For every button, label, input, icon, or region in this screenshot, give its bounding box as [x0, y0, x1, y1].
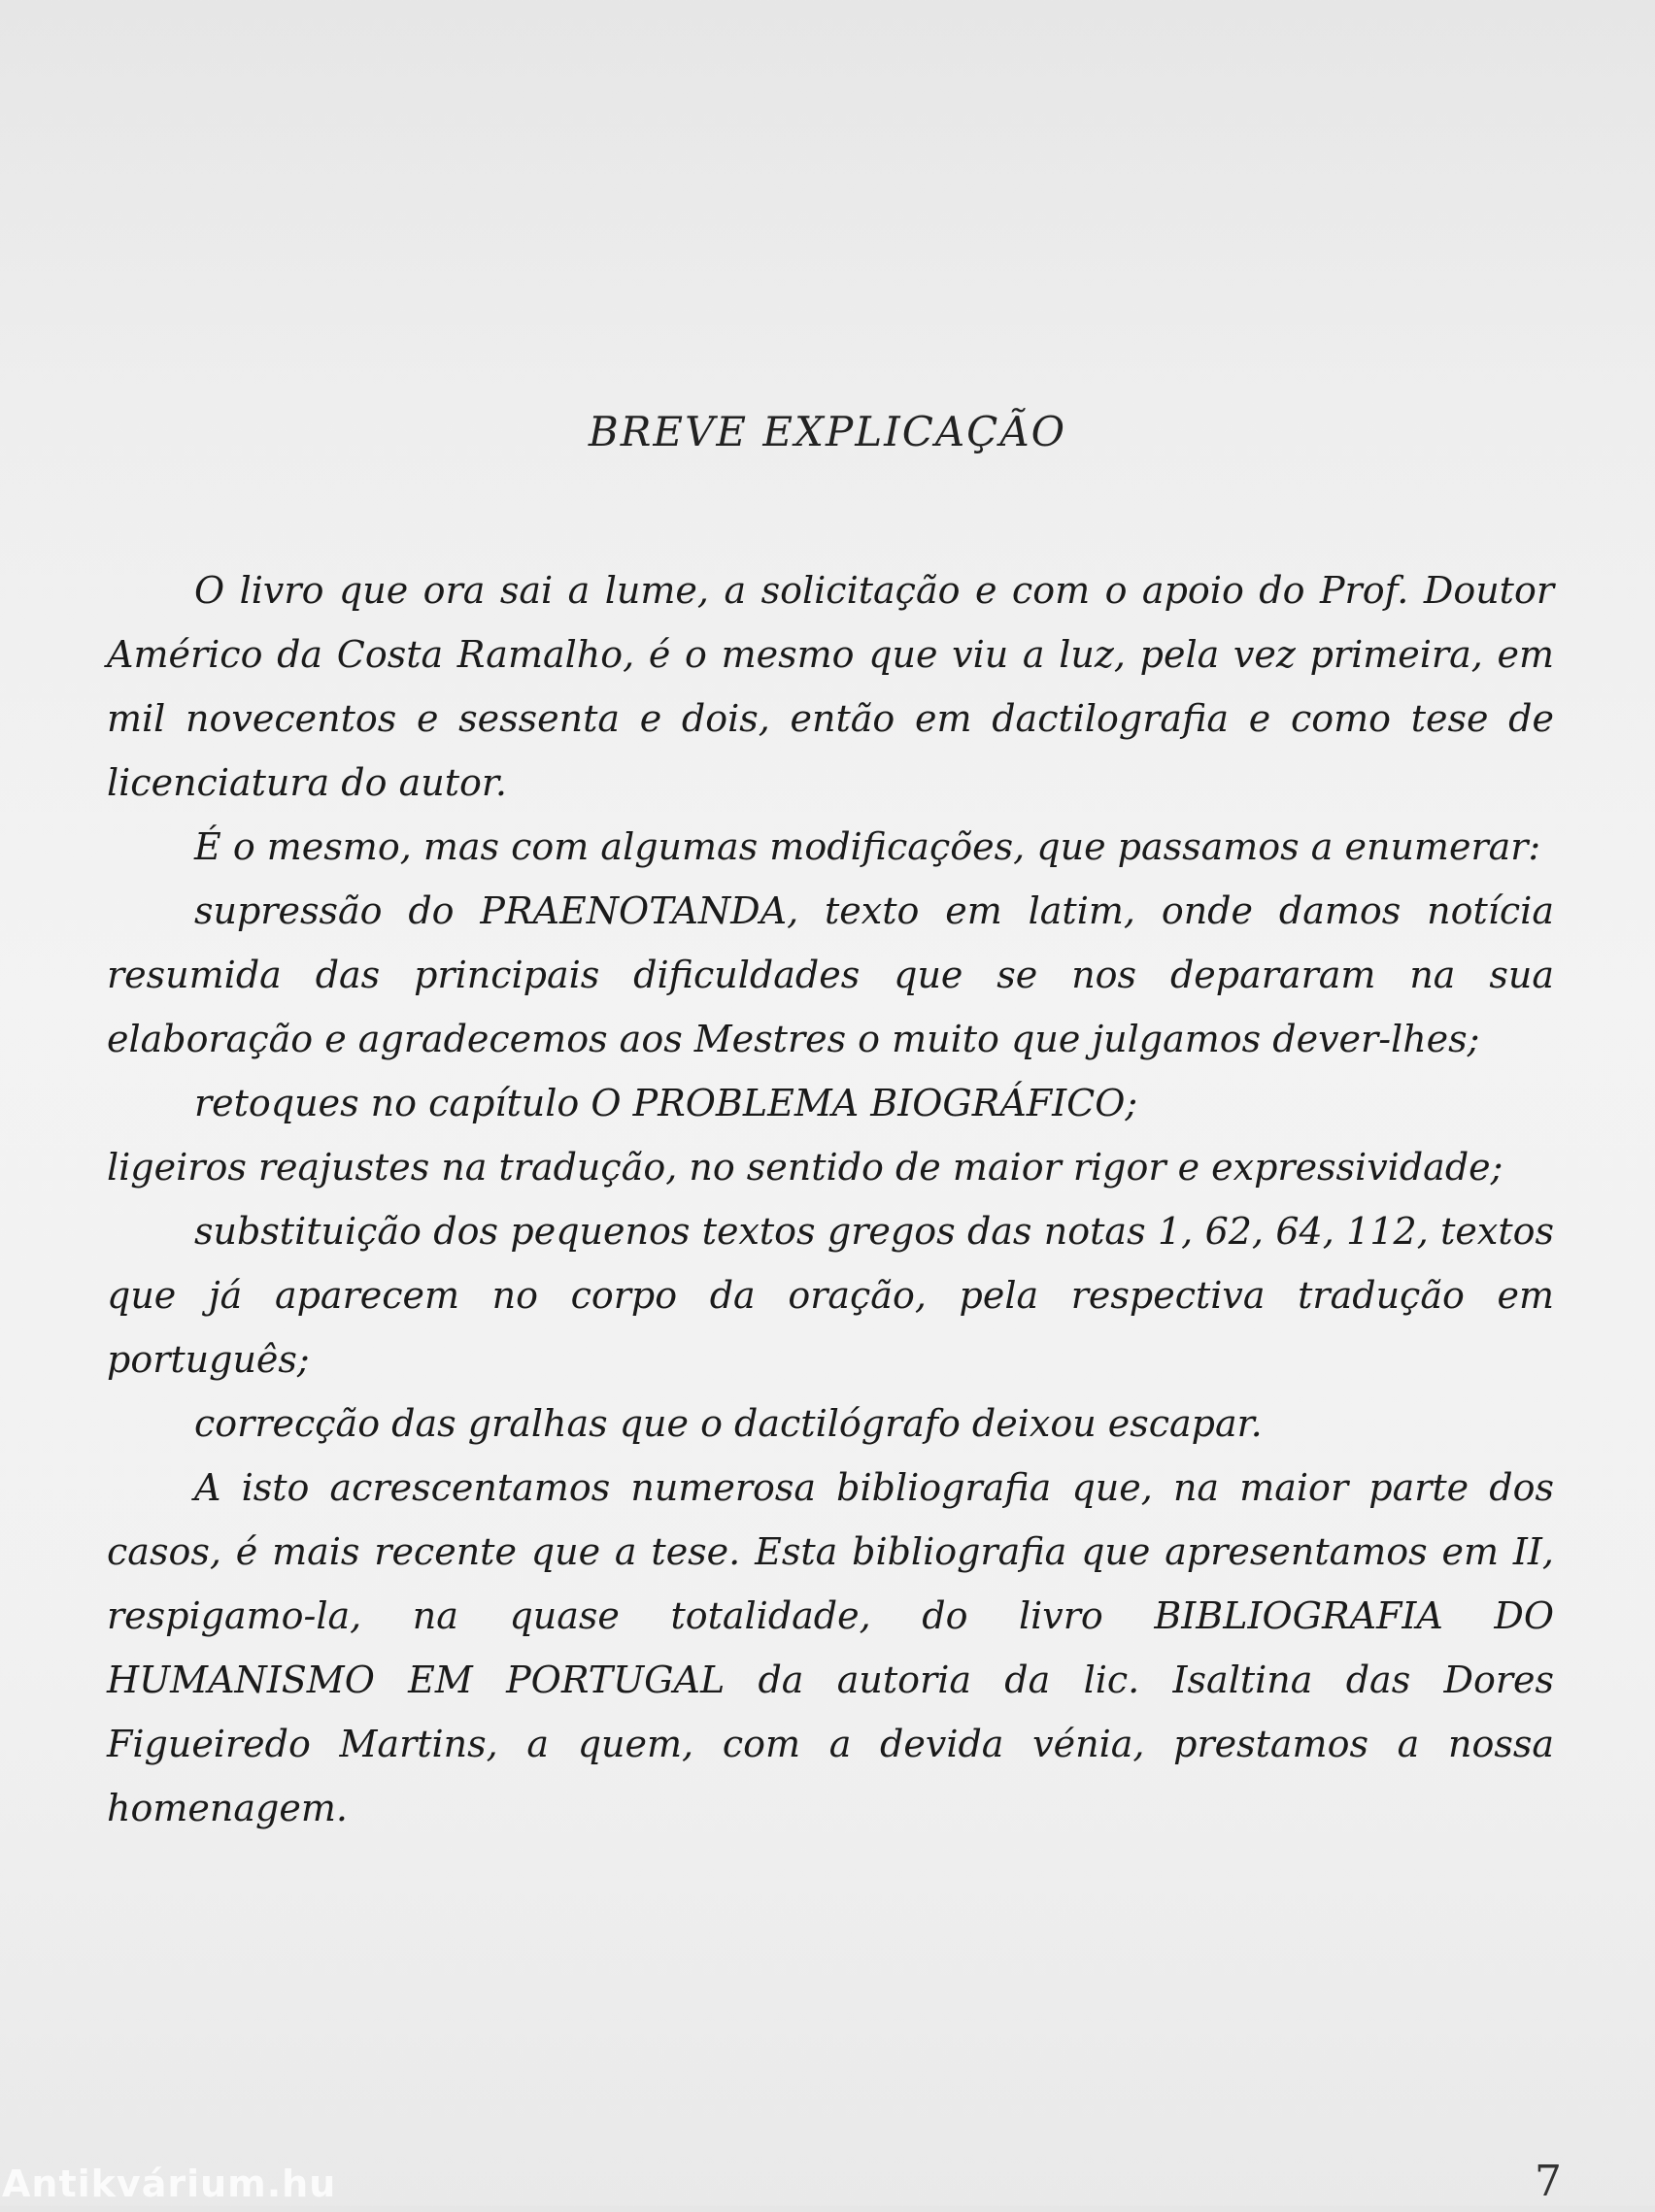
watermark-logo: [0, 2154, 350, 2212]
list-item-substituicao: substituição dos pequenos textos gregos das notas 1, 62, 64, 112, textos que já aparecem no corpo da oração, pela respectiva tradução em português;: [107, 1210, 1554, 1381]
page-title: BREVE EXPLICAÇÃO: [588, 408, 1067, 455]
svg-text:Antikvárium.hu: Antikvárium.hu: [2, 2162, 337, 2202]
paragraph-intro: O livro que ora sai a lume, a solicitação e com o apoio do Prof. Doutor Américo da Costa Ramalho, é o mesmo que viu a luz, pela vez primeira, em mil novecentos e sessenta e dois, então em dactilografia e como tese de licenciatura do autor.: [107, 569, 1554, 804]
list-item-correccao: correcção das gralhas que o dactilógrafo deixou escapar.: [194, 1402, 1263, 1445]
page-number: 7: [1535, 2157, 1562, 2206]
paragraph-modifications: É o mesmo, mas com algumas modificações, que passamos a enumerar:: [194, 825, 1541, 868]
paragraph-bibliography: A isto acrescentamos numerosa bibliografia que, na maior parte dos casos, é mais recente que a tese. Esta bibliografia que apresentamos em II, respigamo-la, na quase totalidade, do livro BIBLIOGRAFIA DO HUMANISMO EM PORTUGAL da autoria da lic. Isaltina das Dores Figueiredo Martins, a quem, com a devida vénia, prestamos a nossa homenagem.: [107, 1466, 1554, 1829]
list-item-retoques: retoques no capítulo O PROBLEMA BIOGRÁFICO;: [194, 1082, 1138, 1124]
document-body: [107, 558, 1554, 1840]
list-item-praenotanda: supressão do PRAENOTANDA, texto em latim, onde damos notícia resumida das principais dificuldades que se nos depararam na sua elaboração e agradecemos aos Mestres o muito que julgamos dever-lhes;: [107, 889, 1554, 1060]
list-item-reajustes: ligeiros reajustes na tradução, no sentido de maior rigor e expressividade;: [107, 1146, 1503, 1189]
